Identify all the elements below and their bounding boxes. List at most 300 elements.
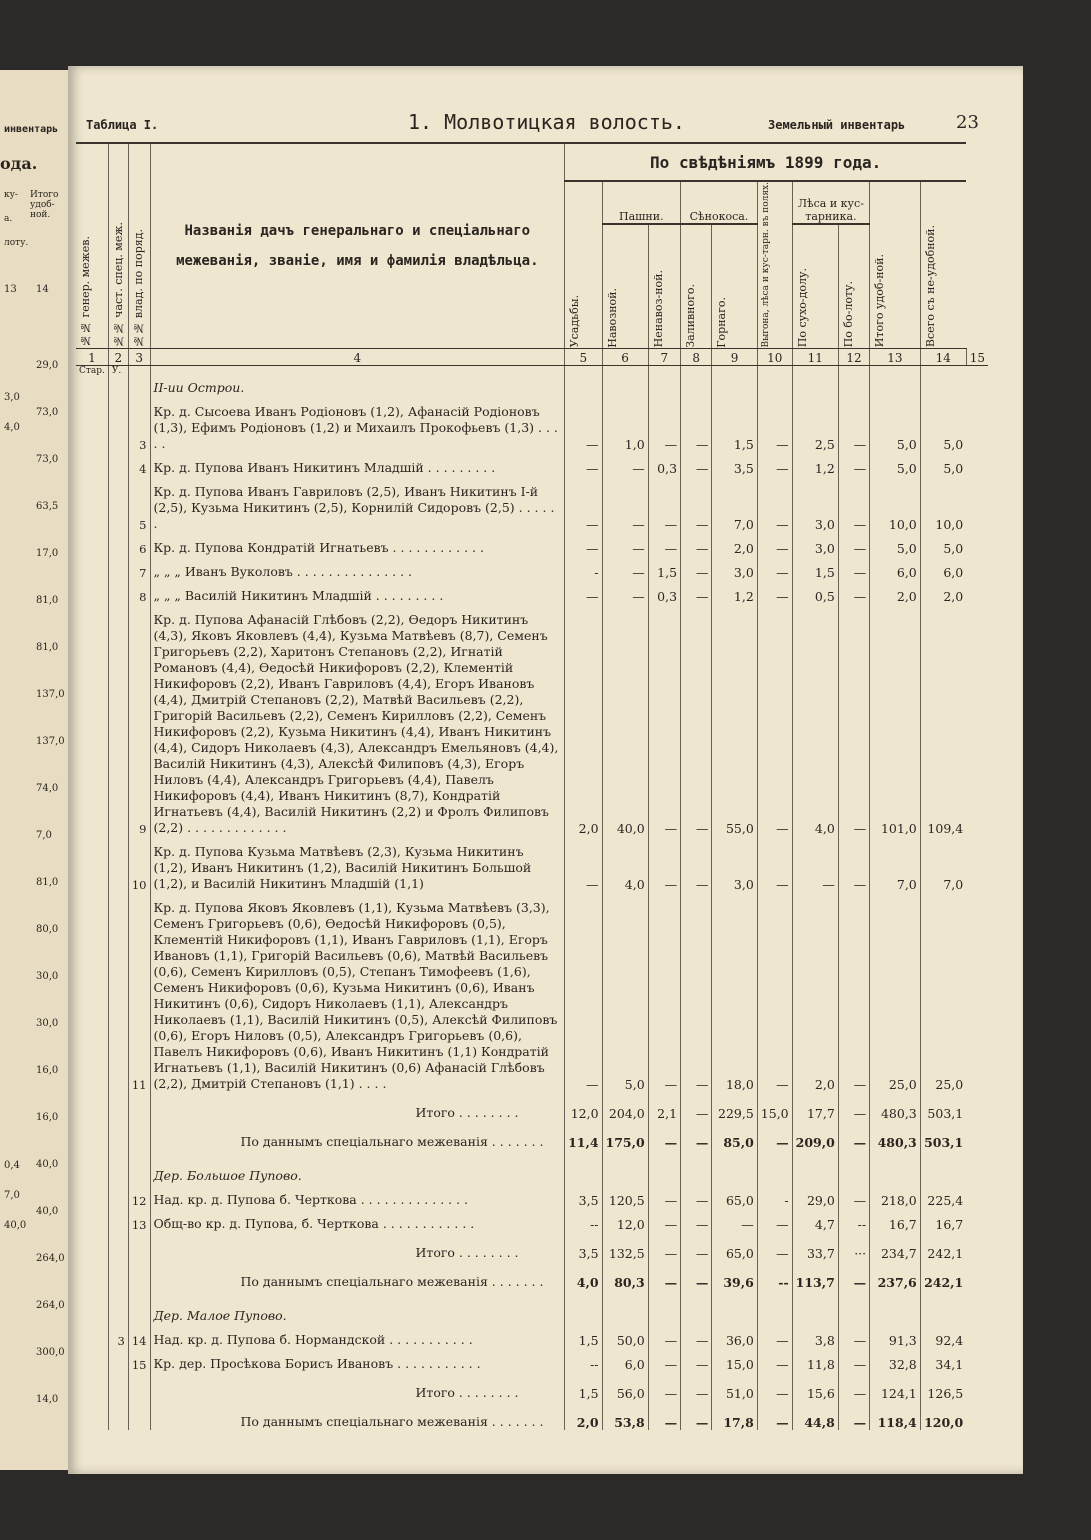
col-po-bolotu: По бо-лоту. — [841, 281, 855, 348]
value-cell: 80,3 — [602, 1261, 648, 1290]
value-cell: 6,0 — [870, 556, 921, 580]
empty-cell — [76, 892, 108, 1092]
empty-cell — [76, 1208, 108, 1232]
empty-cell — [648, 376, 680, 396]
left-page-value: 30,0 — [36, 1018, 59, 1029]
empty-cell — [681, 1150, 712, 1184]
value-cell: — — [565, 476, 602, 532]
value-cell: — — [648, 604, 680, 836]
empty-cell — [565, 1150, 602, 1184]
value-cell: 11,4 — [565, 1121, 602, 1150]
value-cell: 3,0 — [792, 476, 838, 532]
empty-cell — [108, 1290, 128, 1324]
value-cell: 1,5 — [565, 1372, 602, 1401]
empty-cell — [792, 1290, 838, 1324]
value-cell: 5,0 — [602, 892, 648, 1092]
empty-cell — [920, 1290, 966, 1324]
value-cell: 3,5 — [565, 1184, 602, 1208]
value-cell: 6,0 — [920, 556, 966, 580]
table-row — [76, 396, 988, 452]
empty-cell — [870, 376, 921, 396]
value-cell: — — [838, 1348, 869, 1372]
empty-cell — [76, 476, 108, 532]
value-cell: — — [838, 452, 869, 476]
value-cell: 0,5 — [792, 580, 838, 604]
empty-cell — [76, 532, 108, 556]
section-heading: Дер. Малое Пупово. — [150, 1290, 565, 1324]
empty-cell — [76, 1092, 108, 1121]
value-cell: 11,8 — [792, 1348, 838, 1372]
empty-cell — [838, 365, 869, 376]
value-cell: 132,5 — [602, 1232, 648, 1261]
empty-cell — [76, 1324, 108, 1348]
value-cell: — — [757, 1232, 792, 1261]
value-cell: 124,1 — [870, 1372, 921, 1401]
row-index: 12 — [128, 1184, 150, 1208]
column-number: 13 — [870, 348, 921, 365]
empty-cell — [108, 892, 128, 1092]
row-index: 15 — [128, 1348, 150, 1372]
value-cell: — — [838, 1372, 869, 1401]
left-page-header: инвентарь — [4, 124, 59, 135]
value-cell: — — [838, 1261, 869, 1290]
left-page-value: 16,0 — [36, 1112, 59, 1123]
left-page-value: 81,0 — [36, 595, 59, 606]
value-cell: 15,0 — [712, 1348, 757, 1372]
value-cell: — — [602, 580, 648, 604]
left-page-value: 0,4 — [4, 1160, 20, 1171]
value-cell: — — [681, 476, 712, 532]
value-cell: 218,0 — [870, 1184, 921, 1208]
empty-cell — [681, 1290, 712, 1324]
column-number: 14 — [920, 348, 966, 365]
table-header — [76, 143, 988, 348]
value-cell: — — [757, 1348, 792, 1372]
empty-cell — [76, 452, 108, 476]
column-number: 5 — [565, 348, 602, 365]
empty-cell — [108, 1401, 128, 1430]
value-cell: — — [838, 1324, 869, 1348]
value-cell: — — [757, 396, 792, 452]
value-cell: 1,0 — [602, 396, 648, 452]
left-page-value: 137,0 — [36, 736, 65, 747]
left-page-value: 40,0 — [4, 1220, 27, 1231]
empty-cell — [648, 365, 680, 376]
value-cell: — — [757, 532, 792, 556]
left-page-value: 7,0 — [36, 830, 52, 841]
empty-cell — [108, 1261, 128, 1290]
empty-cell — [712, 1290, 757, 1324]
empty-cell — [76, 376, 108, 396]
value-cell: 3,0 — [712, 556, 757, 580]
value-cell: 33,7 — [792, 1232, 838, 1261]
value-cell: -- — [757, 1261, 792, 1290]
empty-cell — [128, 1150, 150, 1184]
value-cell: 10,0 — [920, 476, 966, 532]
left-page-value: 73,0 — [36, 454, 59, 465]
col-usadby: Усадьбы. — [568, 295, 582, 348]
value-cell: 480,3 — [870, 1121, 921, 1150]
group-header-1899: По свѣдѣніямъ 1899 года. — [565, 143, 967, 181]
value-cell: — — [681, 1184, 712, 1208]
value-cell: — — [838, 1184, 869, 1208]
empty-cell — [76, 580, 108, 604]
col-name-header: Названія дачъ генеральнаго и спеціальнаго межеванія, званіе, имя и фамилія владѣльца. — [150, 143, 565, 348]
col-pashni: Пашни. — [602, 181, 681, 224]
value-cell: — — [648, 836, 680, 892]
empty-cell — [108, 476, 128, 532]
value-cell: — — [838, 556, 869, 580]
value-cell: 2,0 — [712, 532, 757, 556]
value-cell: 237,6 — [870, 1261, 921, 1290]
value-cell: — — [602, 556, 648, 580]
value-cell: 2,0 — [792, 892, 838, 1092]
value-cell: 15,0 — [757, 1092, 792, 1121]
empty-cell — [108, 396, 128, 452]
value-cell: 1,5 — [712, 396, 757, 452]
value-cell: — — [648, 1208, 680, 1232]
value-cell: — — [681, 1092, 712, 1121]
value-cell: 34,1 — [920, 1348, 966, 1372]
value-cell: 50,0 — [602, 1324, 648, 1348]
owner-name: Кр. д. Пупова Кузьма Матвѣевъ (2,3), Кузьма Никитинъ (1,2), Иванъ Никитинъ (1,2), Василій Никитинъ Большой (1,2), и Василій Никитинъ Младшій (1,1) — [150, 836, 565, 892]
value-cell: 16,7 — [870, 1208, 921, 1232]
value-cell: — — [757, 1324, 792, 1348]
value-cell: 242,1 — [920, 1232, 966, 1261]
special-survey-row — [76, 1401, 988, 1430]
col-vsego: Всего съ не-удобной. — [923, 225, 937, 348]
value-cell: — — [565, 580, 602, 604]
empty-cell — [150, 365, 565, 376]
value-cell: — — [757, 1208, 792, 1232]
total-label: Итого . . . . . . . . — [150, 1092, 565, 1121]
left-page-value: 4,0 — [4, 422, 20, 433]
value-cell: — — [681, 556, 712, 580]
column-number: 15 — [966, 348, 988, 365]
value-cell: 1,2 — [792, 452, 838, 476]
value-cell: 503,1 — [920, 1121, 966, 1150]
value-cell: 503,1 — [920, 1092, 966, 1121]
empty-cell — [76, 1150, 108, 1184]
left-page-value: 3,0 — [4, 392, 20, 403]
empty-cell — [76, 396, 108, 452]
value-cell: — — [838, 1401, 869, 1430]
value-cell: 2,0 — [565, 604, 602, 836]
value-cell: — — [681, 1401, 712, 1430]
value-cell: 4,0 — [792, 604, 838, 836]
value-cell: — — [681, 836, 712, 892]
empty-cell — [76, 1261, 108, 1290]
owner-name: Кр. дер. Просѣкова Борисъ Ивановъ . . . . . . . . . . . — [150, 1348, 565, 1372]
left-page-value: 81,0 — [36, 642, 59, 653]
value-cell: 5,0 — [870, 396, 921, 452]
value-cell: -- — [565, 1208, 602, 1232]
value-cell: — — [648, 1401, 680, 1430]
empty-cell — [757, 376, 792, 396]
value-cell: — — [681, 396, 712, 452]
column-number-row — [76, 348, 988, 365]
column-number: 11 — [792, 348, 838, 365]
left-page-value: 74,0 — [36, 783, 59, 794]
total-label: Итого . . . . . . . . — [150, 1372, 565, 1401]
column-number: 6 — [602, 348, 648, 365]
owner-name: Кр. д. Пупова Иванъ Гавриловъ (2,5), Иванъ Никитинъ I-й (2,5), Кузьма Никитинъ (2,5), Корнилій Сидоровъ (2,5) . . . . . . — [150, 476, 565, 532]
table-body — [76, 348, 988, 1430]
value-cell: 5,0 — [920, 396, 966, 452]
left-page-value: 264,0 — [36, 1253, 65, 1264]
value-cell: — — [712, 1208, 757, 1232]
value-cell: — — [681, 604, 712, 836]
table-row — [76, 476, 988, 532]
value-cell: 91,3 — [870, 1324, 921, 1348]
empty-cell — [128, 1290, 150, 1324]
value-cell: 113,7 — [792, 1261, 838, 1290]
value-cell: 229,5 — [712, 1092, 757, 1121]
left-page-value: 16,0 — [36, 1065, 59, 1076]
left-page-value: 73,0 — [36, 407, 59, 418]
value-cell: — — [757, 1121, 792, 1150]
section-heading: II-ии Острои. — [150, 376, 565, 396]
value-cell: 0,3 — [648, 452, 680, 476]
value-cell: — — [681, 1208, 712, 1232]
value-cell: 5,0 — [870, 452, 921, 476]
empty-cell — [108, 836, 128, 892]
section-heading-row — [76, 1150, 988, 1184]
empty-cell — [108, 452, 128, 476]
empty-cell — [108, 1092, 128, 1121]
value-cell: 29,0 — [792, 1184, 838, 1208]
value-cell: 36,0 — [712, 1324, 757, 1348]
value-cell: 4,0 — [565, 1261, 602, 1290]
value-cell: — — [757, 476, 792, 532]
row-index: 14 — [128, 1324, 150, 1348]
col-gen-mezh: №№ генер. межев. — [79, 236, 92, 348]
left-page-value: 300,0 — [36, 1347, 65, 1358]
empty-cell — [602, 1150, 648, 1184]
section-heading: Дер. Большое Пупово. — [150, 1150, 565, 1184]
value-cell: 56,0 — [602, 1372, 648, 1401]
value-cell: — — [648, 892, 680, 1092]
value-cell: — — [648, 1261, 680, 1290]
column-number: 10 — [757, 348, 792, 365]
value-cell: 2,0 — [565, 1401, 602, 1430]
land-inventory-table — [76, 142, 988, 1430]
column-number: 8 — [681, 348, 712, 365]
value-cell: 1,5 — [648, 556, 680, 580]
empty-cell — [757, 365, 792, 376]
value-cell: 51,0 — [712, 1372, 757, 1401]
empty-cell — [108, 1348, 128, 1372]
empty-cell — [681, 365, 712, 376]
value-cell: ··· — [838, 1232, 869, 1261]
value-cell: 175,0 — [602, 1121, 648, 1150]
empty-cell — [76, 556, 108, 580]
value-cell: 234,7 — [870, 1232, 921, 1261]
value-cell: — — [681, 1348, 712, 1372]
value-cell: 118,4 — [870, 1401, 921, 1430]
empty-cell — [128, 1372, 150, 1401]
value-cell: 7,0 — [712, 476, 757, 532]
empty-cell — [76, 1121, 108, 1150]
col-zalivnogo: Заливного. — [684, 283, 698, 348]
value-cell: — — [838, 476, 869, 532]
value-cell: 120,5 — [602, 1184, 648, 1208]
col-gornogo: Горнаго. — [715, 296, 729, 348]
empty-cell — [565, 1290, 602, 1324]
value-cell: — — [681, 1121, 712, 1150]
col-lesa: Лѣса и кус-тарника. — [792, 181, 869, 224]
value-cell: — — [757, 452, 792, 476]
value-cell: — — [648, 1184, 680, 1208]
special-survey-row — [76, 1121, 988, 1150]
column-number: 4 — [150, 348, 565, 365]
value-cell: 3,0 — [792, 532, 838, 556]
value-cell: — — [681, 532, 712, 556]
col2-mark: У. — [108, 365, 128, 376]
left-page-col-header: а. — [4, 214, 13, 224]
empty-cell — [870, 1150, 921, 1184]
left-page-year: ода. — [0, 154, 38, 173]
value-cell: — — [838, 580, 869, 604]
value-cell: — — [757, 1372, 792, 1401]
empty-cell — [128, 1121, 150, 1150]
empty-cell — [108, 532, 128, 556]
value-cell: 2,5 — [792, 396, 838, 452]
empty-cell — [681, 376, 712, 396]
table-row — [76, 836, 988, 892]
left-page-value: 29,0 — [36, 360, 59, 371]
empty-cell — [757, 1290, 792, 1324]
value-cell: — — [565, 396, 602, 452]
empty-cell — [870, 1290, 921, 1324]
value-cell: 2,0 — [920, 580, 966, 604]
value-cell: — — [838, 604, 869, 836]
value-cell: 3,5 — [712, 452, 757, 476]
owner-name: Кр. д. Пупова Кондратій Игнатьевъ . . . . . . . . . . . . — [150, 532, 565, 556]
total-row — [76, 1092, 988, 1121]
value-cell: 15,6 — [792, 1372, 838, 1401]
left-page-col-header: ку- — [4, 190, 18, 200]
empty-cell — [108, 1372, 128, 1401]
table-label: Таблица I. — [86, 118, 159, 132]
empty-cell — [128, 365, 150, 376]
row-index: 4 — [128, 452, 150, 476]
value-cell: 2,0 — [870, 580, 921, 604]
col-vygona: Выгона, лѣса и кус-тарн. въ полях. — [760, 182, 771, 348]
section-heading-row — [76, 1290, 988, 1324]
empty-cell — [76, 1290, 108, 1324]
value-cell: 32,8 — [870, 1348, 921, 1372]
value-cell: — — [648, 1348, 680, 1372]
col-spec-mezh: №№ част. спец. меж. — [111, 222, 125, 348]
table-row — [76, 532, 988, 556]
empty-cell — [792, 1150, 838, 1184]
value-cell: 225,4 — [920, 1184, 966, 1208]
value-cell: — — [681, 892, 712, 1092]
empty-cell — [712, 1150, 757, 1184]
owner-name: Кр. д. Пупова Афанасій Глѣбовъ (2,2), Ѳедоръ Никитинъ (4,3), Яковъ Яковлевъ (4,4), Кузьма Матвѣевъ (8,7), Семенъ Григорьевъ (2,2), Харитонъ Степановъ (2,2), Игнатій Романовъ (4,4), Ѳедосѣй Никифоровъ (2,2), Клементій Никифоровъ (2,2), Иванъ Гавриловъ (4,4), Егоръ Ивановъ (4,4), Дмитрій Степановъ (2,2), Матвѣй Васильевъ (2,2), Григорій Васильевъ (2,2), Семенъ Кирилловъ (2,2), Семенъ Никифоровъ (2,2), Кузьма Никитинъ (4,4), Иванъ Никитинъ (4,4), Сидоръ Николаевъ (4,3), Александръ Емельяновъ (4,4), Василій Никитинъ (4,3), Алексѣй Филиповъ (4,3), Егоръ Ниловъ (4,4), Александръ Григорьевъ (4,4), Павелъ Никифоровъ (4,4), Иванъ Никитинъ (8,7), Кондратій Игнатьевъ (4,4), Василій Никитинъ (2,2) и Фролъ Филиповъ (2,2) . . . . . . . . . . . . . — [150, 604, 565, 836]
value-cell: 1,5 — [792, 556, 838, 580]
value-cell: — — [757, 556, 792, 580]
value-cell: 3,0 — [712, 836, 757, 892]
value-cell: 4,7 — [792, 1208, 838, 1232]
left-page-value: 40,0 — [36, 1159, 59, 1170]
owner-name: Над. кр. д. Пупова б. Черткова . . . . . . . . . . . . . . — [150, 1184, 565, 1208]
empty-cell — [128, 1261, 150, 1290]
value-cell: 44,8 — [792, 1401, 838, 1430]
value-cell: - — [757, 1184, 792, 1208]
left-page-value: 7,0 — [4, 1190, 20, 1201]
left-page-col-header: лоту. — [4, 238, 29, 248]
left-page-col-header: Итого удоб-ной. — [30, 190, 59, 220]
section-heading-row — [76, 376, 988, 396]
page-subtitle: Земельный инвентарь — [768, 118, 906, 132]
empty-cell — [76, 1232, 108, 1261]
column-number: 9 — [712, 348, 757, 365]
value-cell: — — [757, 604, 792, 836]
value-cell: — — [838, 1121, 869, 1150]
table-row — [76, 1208, 988, 1232]
value-cell: — — [565, 452, 602, 476]
special-survey-row — [76, 1261, 988, 1290]
empty-cell — [792, 376, 838, 396]
empty-cell — [108, 1150, 128, 1184]
value-cell: — — [681, 1324, 712, 1348]
value-cell: 12,0 — [602, 1208, 648, 1232]
empty-cell — [108, 556, 128, 580]
value-cell: 65,0 — [712, 1232, 757, 1261]
value-cell: 40,0 — [602, 604, 648, 836]
value-cell: 17,7 — [792, 1092, 838, 1121]
value-cell: 5,0 — [920, 452, 966, 476]
value-cell: 53,8 — [602, 1401, 648, 1430]
empty-cell — [76, 1184, 108, 1208]
value-cell: — — [838, 836, 869, 892]
col-itogo-udob: Итого удоб-ной. — [873, 254, 887, 348]
empty-cell — [128, 1092, 150, 1121]
owner-name: Кр. д. Сысоева Иванъ Родіоновъ (1,2), Афанасій Родіоновъ (1,3), Ефимъ Родіоновъ (1,2) и Михаилъ Прокофьевъ (1,3) . . . . . — [150, 396, 565, 452]
value-cell: 3,5 — [565, 1232, 602, 1261]
empty-cell — [602, 365, 648, 376]
special-survey-label: По даннымъ спеціальнаго межеванія . . . . . . . — [150, 1121, 565, 1150]
empty-cell — [76, 1401, 108, 1430]
value-cell: 85,0 — [712, 1121, 757, 1150]
empty-cell — [920, 376, 966, 396]
empty-cell — [108, 1232, 128, 1261]
column-number: 3 — [128, 348, 150, 365]
value-cell: 6,0 — [602, 1348, 648, 1372]
column-number: 2 — [108, 348, 128, 365]
col-po-sukho: По сухо-долу. — [795, 268, 809, 348]
owner-name: „ „ „ Василій Никитинъ Младшій . . . . . . . . . — [150, 580, 565, 604]
value-cell: — — [757, 892, 792, 1092]
row-index: 10 — [128, 836, 150, 892]
left-page-value: 81,0 — [36, 877, 59, 888]
empty-cell — [838, 1150, 869, 1184]
empty-cell — [108, 604, 128, 836]
empty-cell — [128, 1401, 150, 1430]
column-number: 12 — [838, 348, 869, 365]
empty-cell — [648, 1150, 680, 1184]
empty-cell — [838, 1290, 869, 1324]
value-cell: 7,0 — [870, 836, 921, 892]
value-cell: 2,1 — [648, 1092, 680, 1121]
left-page-value: 30,0 — [36, 971, 59, 982]
value-cell: 25,0 — [920, 892, 966, 1092]
page-number: 23 — [956, 112, 979, 133]
value-cell: — — [838, 396, 869, 452]
total-label: Итого . . . . . . . . — [150, 1232, 565, 1261]
